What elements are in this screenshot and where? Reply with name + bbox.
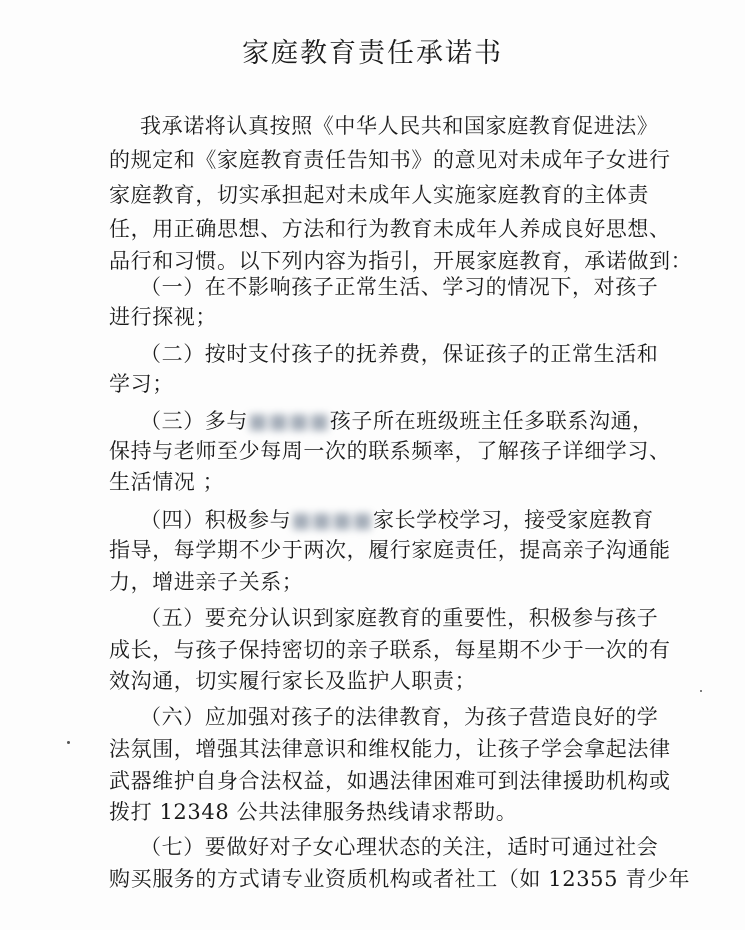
line-text: 学习； — [109, 372, 174, 396]
line-text: 法氛围，增强其法律意识和维权能力，让孩子学会拿起法律 — [109, 737, 671, 761]
body-line — [140, 603, 658, 633]
line-text: 品行和习惯。以下列内容为指引，开展家庭教育，承诺做到： — [109, 249, 693, 273]
document-title: 家庭教育责任承诺书 — [242, 38, 503, 69]
line-text: 力，增进亲子关系； — [109, 570, 304, 594]
line-text: （七）要做好对子女心理状态的关注，适时可通过社会 — [140, 835, 659, 859]
body-line — [109, 635, 671, 665]
line-text: 拨打 12348 公共法律服务热线请求帮助。 — [109, 800, 518, 824]
line-text: 成长，与孩子保持密切的亲子联系，每星期不少于一次的有 — [109, 638, 671, 662]
body-line — [140, 339, 658, 369]
body-line — [109, 666, 476, 696]
redacted-text: ■■■■ — [248, 409, 330, 433]
redacted-text: ■■■■ — [291, 508, 373, 532]
line-text: （二）按时支付孩子的抚养费，保证孩子的正常生活和 — [140, 342, 659, 366]
scan-speck — [700, 690, 702, 692]
body-line — [109, 214, 671, 244]
line-text: 家长学校学习，接受家庭教育 — [372, 508, 654, 532]
line-text: 指导，每学期不少于两次，履行家庭责任，提高亲子沟通能 — [109, 538, 671, 562]
body-line — [109, 180, 649, 210]
line-text: （四）积极参与 — [140, 508, 292, 532]
line-text: （三）多与 — [140, 409, 248, 433]
body-line — [140, 505, 654, 535]
line-text: 孩子所在班级班主任多联系沟通， — [329, 409, 654, 433]
line-text: 家庭教育，切实承担起对未成年人实施家庭教育的主体责 — [109, 183, 649, 207]
line-text: 任，用正确思想、方法和行为教育未成年人养成良好思想、 — [109, 217, 671, 241]
line-text: 进行探视； — [109, 305, 217, 329]
line-text: （五）要充分认识到家庭教育的重要性，积极参与孩子 — [140, 606, 659, 630]
body-line — [109, 734, 671, 764]
body-line — [109, 145, 671, 175]
line-text: （一）在不影响孩子正常生活、学习的情况下，对孩子 — [140, 275, 659, 299]
line-text: 的规定和《家庭教育责任告知书》的意见对未成年子女进行 — [109, 148, 671, 172]
line-text: 保持与老师至少每周一次的联系频率，了解孩子详细学习、 — [109, 439, 671, 463]
body-line — [140, 111, 658, 141]
body-line — [109, 797, 517, 827]
body-line — [140, 832, 658, 862]
body-line — [109, 369, 174, 399]
scan-speck — [67, 741, 70, 744]
line-text: 效沟通，切实履行家长及监护人职责； — [109, 669, 477, 693]
line-text: （六）应加强对孩子的法律教育，为孩子营造良好的学 — [140, 705, 659, 729]
body-line — [140, 702, 658, 732]
body-line — [109, 467, 224, 497]
line-text: 我承诺将认真按照《中华人民共和国家庭教育促进法》 — [140, 114, 659, 138]
body-line — [140, 406, 654, 436]
body-line — [109, 436, 671, 466]
line-text: 购买服务的方式请专业资质机构或者社工（如 12355 青少年 — [109, 867, 691, 891]
body-line — [140, 272, 658, 302]
line-text: 生活情况 ； — [109, 470, 225, 494]
line-text: 武器维护自身合法权益，如遇法律困难可到法律援助机构或 — [109, 769, 671, 793]
body-line — [109, 567, 303, 597]
body-line — [109, 535, 671, 565]
body-line — [109, 864, 690, 894]
body-line — [109, 766, 671, 796]
body-line — [109, 302, 217, 332]
